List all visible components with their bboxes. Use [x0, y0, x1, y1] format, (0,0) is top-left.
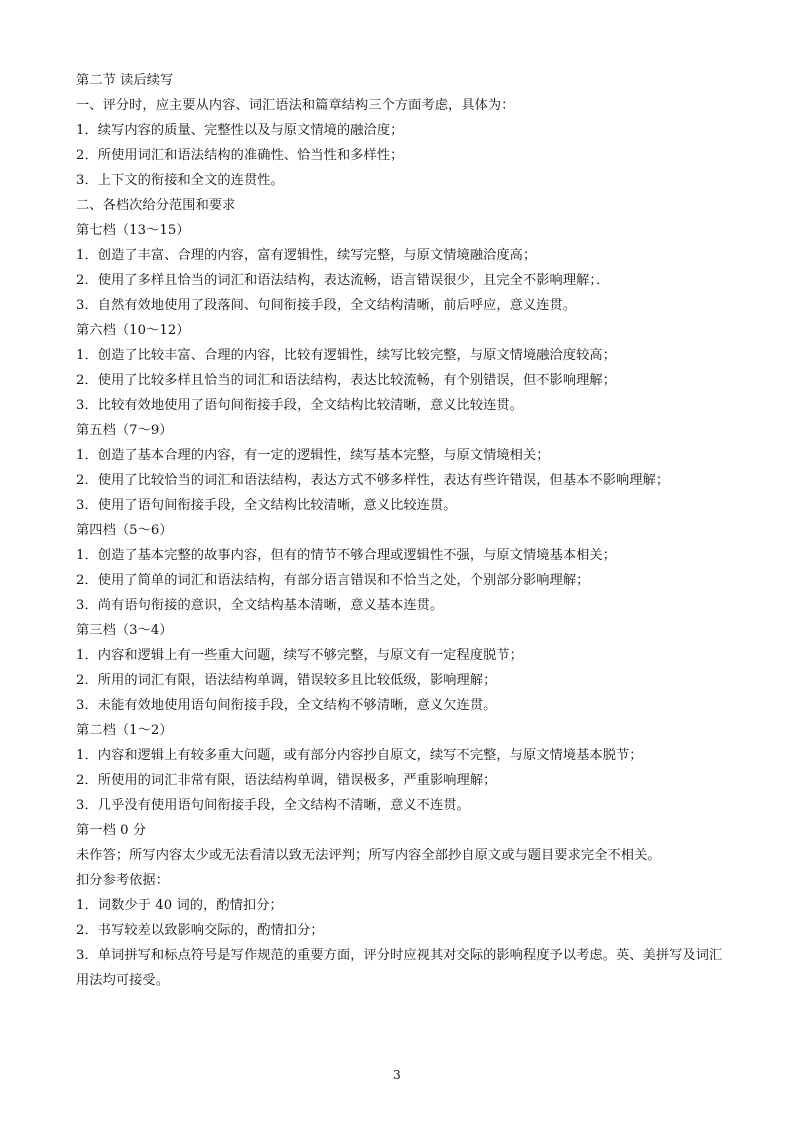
grade-item: 1．创造了比较丰富、合理的内容，比较有逻辑性，续写比较完整，与原文情境融洽度较高；: [76, 348, 616, 363]
grade-item: 1．内容和逻辑上有较多重大问题，或有部分内容抄自原文，续写不完整，与原文情境基本脱节；: [76, 748, 643, 763]
grade-one-title: 第一档 0 分: [76, 823, 147, 838]
grade-item: 3．未能有效地使用语句间衔接手段，全文结构不够清晰，意义欠连贯。: [76, 698, 497, 713]
grade-item: 2．所使用的词汇非常有限，语法结构单调，错误极多，严重影响理解；: [76, 773, 497, 788]
deduction-item: 3．单词拼写和标点符号是写作规范的重要方面，评分时应视其对交际的影响程度予以考虑。英、美拼写及词汇用法均可接受。: [76, 948, 723, 988]
grade-item: 2．所用的词汇有限，语法结构单调，错误较多且比较低级，影响理解；: [76, 673, 497, 688]
grade-item: 1．创造了丰富、合理的内容，富有逻辑性，续写完整，与原文情境融洽度高；: [76, 248, 537, 263]
grade-item: 3．使用了语句间衔接手段，全文结构比较清晰，意义比较连贯。: [76, 498, 457, 513]
deduction-item: 1．词数少于 40 词的，酌情扣分；: [76, 898, 283, 913]
grade-item: 2．使用了比较多样且恰当的词汇和语法结构，表达比较流畅，有个别错误，但不影响理解；: [76, 373, 616, 388]
grade-title: 第二档（1～2）: [76, 723, 173, 738]
grade-item: 2．使用了简单的词汇和语法结构，有部分语言错误和不恰当之处，个别部分影响理解；: [76, 573, 590, 588]
grade-item: 3．几乎没有使用语句间衔接手段，全文结构不清晰，意义不连贯。: [76, 798, 470, 813]
deduction-item: 2．书写较差以致影响交际的，酌情扣分；: [76, 923, 324, 938]
grade-title: 第六档（10～12）: [76, 323, 190, 338]
grade-title: 第五档（7～9）: [76, 423, 173, 438]
grade-item: 3．尚有语句衔接的意识，全文结构基本清晰，意义基本连贯。: [76, 598, 444, 613]
grade-item: 2．使用了比较恰当的词汇和语法结构，表达方式不够多样性，表达有些许错误，但基本不影响理解；: [76, 473, 670, 488]
grade-item: 3．比较有效地使用了语句间衔接手段，全文结构比较清晰，意义比较连贯。: [76, 398, 523, 413]
part-one-heading: 一、评分时，应主要从内容、词汇语法和篇章结构三个方面考虑，具体为：: [76, 98, 515, 113]
grade-item: 1．创造了基本合理的内容，有一定的逻辑性，续写基本完整，与原文情境相关；: [76, 448, 550, 463]
page-number: 3: [393, 1068, 401, 1082]
section-title: 第二节 读后续写: [76, 73, 174, 88]
grade-title: 第四档（5～6）: [76, 523, 173, 538]
criterion-item: 1．续写内容的质量、完整性以及与原文情境的融洽度；: [76, 123, 404, 138]
grade-one-text: 未作答；所写内容太少或无法看清以致无法评判；所写内容全部抄自原文或与题目要求完全不相关。: [76, 848, 661, 863]
deductions-heading: 扣分参考依据：: [76, 873, 170, 888]
grade-item: 2．使用了多样且恰当的词汇和语法结构，表达流畅，语言错误很少，且完全不影响理解；．: [76, 273, 610, 288]
grade-title: 第七档（13～15）: [76, 223, 190, 238]
part-two-heading: 二、各档次给分范围和要求: [76, 198, 236, 213]
grade-item: 1．创造了基本完整的故事内容，但有的情节不够合理或逻辑性不强，与原文情境基本相关；: [76, 548, 616, 563]
criterion-item: 3．上下文的衔接和全文的连贯性。: [76, 173, 284, 188]
criterion-item: 2．所使用词汇和语法结构的准确性、恰当性和多样性；: [76, 148, 404, 163]
grade-title: 第三档（3～4）: [76, 623, 173, 638]
page-body: [76, 68, 726, 993]
grade-item: 1．内容和逻辑上有一些重大问题，续写不够完整，与原文有一定程度脱节；: [76, 648, 523, 663]
grade-item: 3．自然有效地使用了段落间、句间衔接手段，全文结构清晰，前后呼应，意义连贯。: [76, 298, 577, 313]
